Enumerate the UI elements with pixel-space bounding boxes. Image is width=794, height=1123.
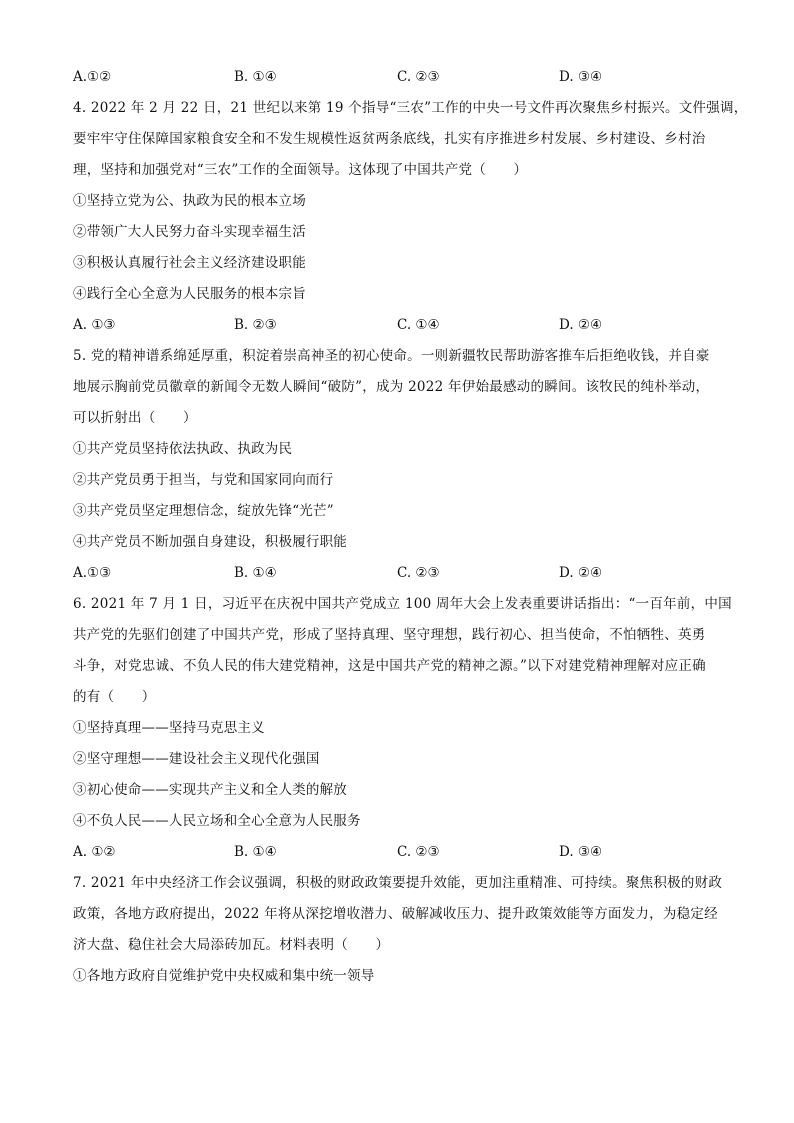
q4-statement: ④践行全心全意为人民服务的根本宗旨 bbox=[73, 286, 306, 302]
q4-option-a: A. ①③ bbox=[73, 317, 116, 333]
q7-stem-line: 政策，各地方政府提出，2022 年将从深挖增收潜力、破解减收压力、提升政策效能等方面发力，为稳定经 bbox=[73, 906, 718, 922]
q6-statement: ①坚持真理——坚持马克思主义 bbox=[73, 720, 265, 736]
q5-option-c: C. ②③ bbox=[397, 565, 440, 581]
q6-option-c: C. ②③ bbox=[397, 844, 440, 860]
q5-stem-line: 地展示胸前党员徽章的新闻令无数人瞬间“破防”，成为 2022 年伊始最感动的瞬间。该牧民的纯朴举动， bbox=[73, 379, 710, 395]
q4-statement: ③积极认真履行社会主义经济建设职能 bbox=[73, 255, 306, 271]
q6-stem-line: 的有（ ） bbox=[73, 689, 156, 705]
q3-option-b: B. ①④ bbox=[234, 69, 277, 85]
q5-option-b: B. ①④ bbox=[234, 565, 277, 581]
q6-option-d: D. ③④ bbox=[559, 844, 603, 860]
q7-stem-line: 7. 2021 年中央经济工作会议强调，积极的财政政策要提升效能，更加注重精准、可持续。聚焦积极的财政 bbox=[73, 875, 723, 891]
q7-stem-line: 济大盘、稳住社会大局添砖加瓦。材料表明（ ） bbox=[73, 937, 390, 953]
q6-statement: ②坚守理想——建设社会主义现代化强国 bbox=[73, 751, 320, 767]
q4-stem-line: 要牢牢守住保障国家粮食安全和不发生规模性返贫两条底线，扎实有序推进乡村发展、乡村建设、乡村治 bbox=[73, 131, 706, 147]
q3-options bbox=[73, 62, 723, 93]
q4-options bbox=[73, 310, 723, 341]
q7-statement: ①各地方政府自觉维护党中央权威和集中统一领导 bbox=[73, 968, 375, 984]
exam-page bbox=[73, 62, 748, 992]
q5-option-a: A.①③ bbox=[73, 565, 112, 581]
q4-statement: ①坚持立党为公、执政为民的根本立场 bbox=[73, 193, 306, 209]
q5-option-d: D. ②④ bbox=[559, 565, 603, 581]
q4-statement: ②带领广大人民努力奋斗实现幸福生活 bbox=[73, 224, 306, 240]
question-7 bbox=[73, 868, 723, 992]
q6-option-b: B. ①④ bbox=[234, 844, 277, 860]
q5-options bbox=[73, 558, 723, 589]
q5-statement: ④共产党员不断加强自身建设，积极履行职能 bbox=[73, 534, 347, 550]
q6-options bbox=[73, 837, 723, 868]
q6-statement: ④不负人民——人民立场和全心全意为人民服务 bbox=[73, 813, 361, 829]
question-4 bbox=[73, 93, 748, 341]
q5-stem-line: 可以折射出（ ） bbox=[73, 410, 197, 426]
q5-stem-line: 5. 党的精神谱系绵延厚重，积淀着崇高神圣的初心使命。一则新疆牧民帮助游客推车后拒绝收钱，并自豪 bbox=[73, 348, 710, 364]
q5-statement: ②共产党员勇于担当，与党和国家同向而行 bbox=[73, 472, 334, 488]
q4-option-b: B. ②③ bbox=[234, 317, 277, 333]
q4-option-d: D. ②④ bbox=[559, 317, 603, 333]
q5-statement: ①共产党员坚持依法执政、执政为民 bbox=[73, 441, 293, 457]
q3-option-c: C. ②③ bbox=[397, 69, 440, 85]
question-5 bbox=[73, 341, 723, 589]
q6-statement: ③初心使命——实现共产主义和全人类的解放 bbox=[73, 782, 347, 798]
q6-stem-line: 6. 2021 年 7 月 1 日，习近平在庆祝中国共产党成立 100 周年大会上发表重要讲话指出：“一百年前，中国 bbox=[73, 596, 732, 612]
q4-option-c: C. ①④ bbox=[397, 317, 440, 333]
q4-stem-line: 理，坚持和加强党对“三农”工作的全面领导。这体现了中国共产党（ ） bbox=[73, 162, 528, 178]
q6-stem-line: 斗争，对党忠诚、不负人民的伟大建党精神，这是中国共产党的精神之源。”以下对建党精神理解对应正确 bbox=[73, 658, 706, 674]
q3-option-d: D. ③④ bbox=[559, 69, 603, 85]
q4-stem-line: 4. 2022 年 2 月 22 日，21 世纪以来第 19 个指导“三农”工作的中央一号文件再次聚焦乡村振兴。文件强调， bbox=[73, 100, 748, 116]
question-6 bbox=[73, 589, 732, 868]
q6-stem-line: 共产党的先驱们创建了中国共产党，形成了坚持真理、坚守理想，践行初心、担当使命，不怕牺牲、英勇 bbox=[73, 627, 706, 643]
q6-option-a: A. ①② bbox=[73, 844, 116, 860]
q5-statement: ③共产党员坚定理想信念，绽放先锋“光芒” bbox=[73, 503, 334, 519]
q3-option-a: A.①② bbox=[73, 69, 112, 85]
